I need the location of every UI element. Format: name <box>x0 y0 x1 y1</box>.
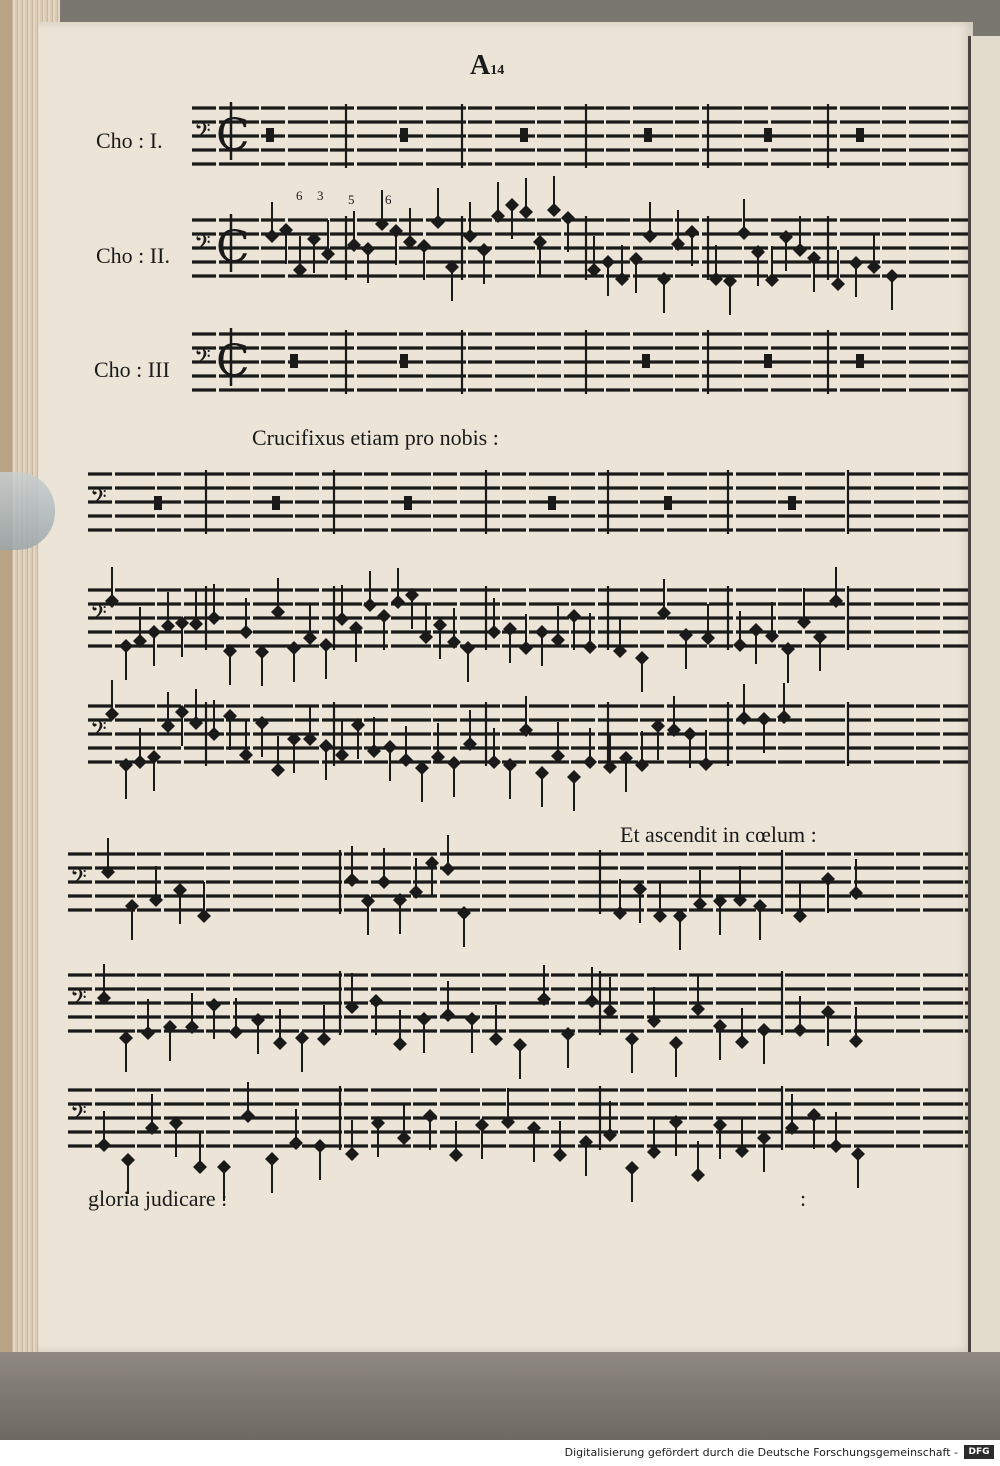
lyric-crucifixus: Crucifixus etiam pro nobis : <box>252 425 499 450</box>
figure-4: 6 <box>385 192 392 207</box>
lyric-trailing-colon: : <box>800 1186 807 1211</box>
whole-rest-icon <box>764 354 772 368</box>
bass-clef-icon: 𝄢 <box>194 231 211 261</box>
bass-clef-icon: 𝄢 <box>90 601 107 631</box>
whole-rest-icon <box>266 128 274 142</box>
folio-number: 14 <box>490 63 505 78</box>
time-signature-icon: C <box>216 110 250 161</box>
whole-rest-icon <box>404 496 412 510</box>
bass-clef-icon: 𝄢 <box>90 485 107 515</box>
whole-rest-icon <box>856 354 864 368</box>
choir-label-1: Cho : I. <box>96 128 163 153</box>
whole-rest-icon <box>520 128 528 142</box>
figure-2: 3 <box>317 188 324 203</box>
whole-rest-icon <box>548 496 556 510</box>
figure-3: 5 <box>348 192 355 207</box>
whole-rest-icon <box>154 496 162 510</box>
figure-1: 6 <box>296 188 303 203</box>
bass-clef-icon: 𝄢 <box>70 986 87 1016</box>
funding-credit: Digitalisierung gefördert durch die Deutsche Forschungsgemeinschaft - <box>564 1446 958 1459</box>
whole-rest-icon <box>400 354 408 368</box>
whole-rest-icon <box>400 128 408 142</box>
signature-letter: A <box>470 50 491 81</box>
footer-bar <box>0 1440 1000 1466</box>
time-signature-icon: C <box>216 336 250 387</box>
bass-clef-icon: 𝄢 <box>90 717 107 747</box>
choir-label-3: Cho : III <box>94 357 170 382</box>
whole-rest-icon <box>644 128 652 142</box>
bass-clef-icon: 𝄢 <box>70 865 87 895</box>
whole-rest-icon <box>856 128 864 142</box>
whole-rest-icon <box>642 354 650 368</box>
whole-rest-icon <box>764 128 772 142</box>
time-signature-icon: C <box>216 222 250 273</box>
bass-clef-icon: 𝄢 <box>194 119 211 149</box>
whole-rest-icon <box>272 496 280 510</box>
lyric-ascendit: Et ascendit in cœlum : <box>620 822 817 847</box>
dfg-logo: DFG <box>964 1445 994 1459</box>
bass-clef-icon: 𝄢 <box>70 1101 87 1131</box>
whole-rest-icon <box>290 354 298 368</box>
lyric-gloria: gloria judicare : <box>88 1186 228 1211</box>
whole-rest-icon <box>664 496 672 510</box>
bass-clef-icon: 𝄢 <box>194 345 211 375</box>
choir-label-2: Cho : II. <box>96 243 170 268</box>
whole-rest-icon <box>788 496 796 510</box>
